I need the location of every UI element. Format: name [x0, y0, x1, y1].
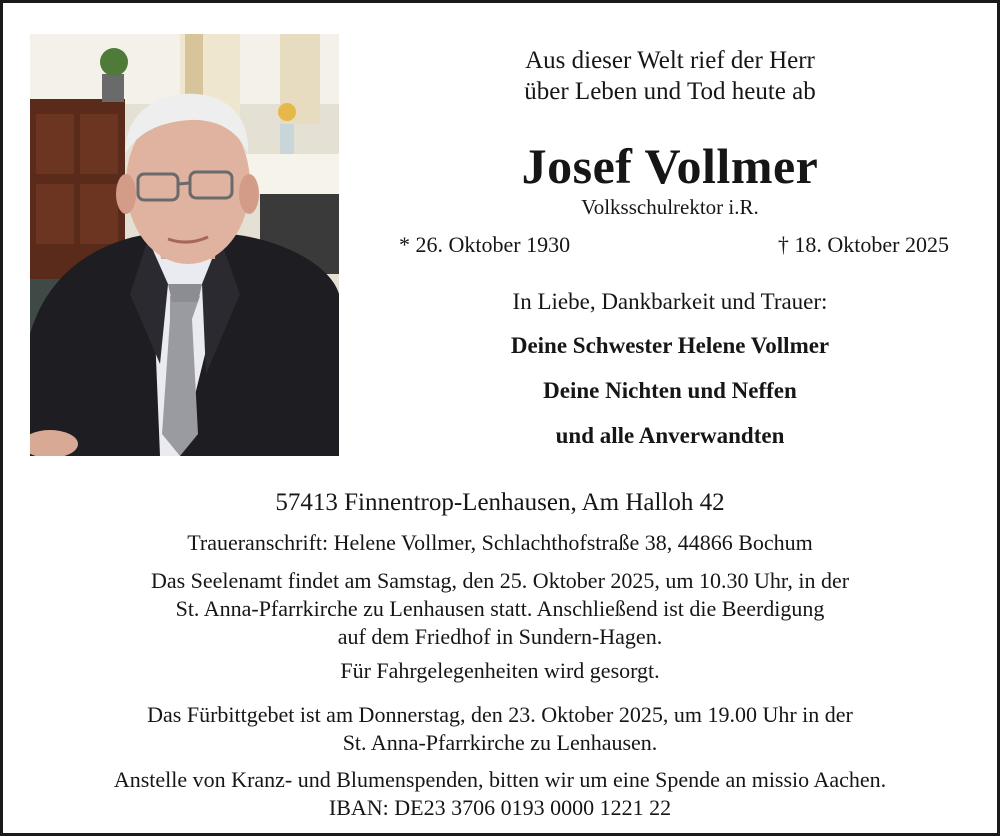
mourning-address: Traueranschrift: Helene Vollmer, Schlachthofstraße 38, 44866 Bochum — [187, 530, 813, 555]
requiem-line-1: Das Seelenamt findet am Samstag, den 25. Oktober 2025, um 10.30 Uhr, in der — [150, 568, 850, 593]
requiem-line-2: St. Anna-Pfarrkirche zu Lenhausen statt. Anschließend ist die Beerdigung — [175, 596, 825, 621]
donation-iban: IBAN: DE23 3706 0193 0000 1221 22 — [328, 795, 672, 820]
portrait-illustration — [30, 34, 339, 456]
death-date: † 18. Oktober 2025 — [777, 232, 949, 257]
transport-note: Für Fahrgelegenheiten wird gesorgt. — [340, 658, 660, 683]
prayer-line-1: Das Fürbittgebet ist am Donnerstag, den 23. Oktober 2025, um 19.00 Uhr in der — [147, 702, 853, 727]
mourner-relatives: und alle Anverwandten — [555, 423, 785, 448]
donation-line-1: Anstelle von Kranz- und Blumenspenden, bitten wir um eine Spende an missio Aachen. — [113, 767, 887, 792]
deceased-title: Volksschulrektor i.R. — [581, 195, 759, 219]
donation-info — [23, 766, 977, 822]
deceased-name: Josef Vollmer — [521, 138, 819, 194]
portrait-photo — [30, 34, 339, 456]
mourners-heading: In Liebe, Dankbarkeit und Trauer: — [512, 289, 828, 314]
prayer-info — [23, 701, 977, 757]
birth-date: * 26. Oktober 1930 — [399, 232, 571, 257]
mourner-sister: Deine Schwester Helene Vollmer — [510, 333, 830, 358]
intro-line-1: Aus dieser Welt rief der Herr — [525, 47, 815, 74]
home-address: 57413 Finnentrop-Lenhausen, Am Halloh 42 — [275, 489, 725, 516]
requiem-line-3: auf dem Friedhof in Sundern-Hagen. — [337, 624, 663, 649]
intro-verse — [373, 45, 967, 107]
mourner-nieces-nephews: Deine Nichten und Neffen — [543, 378, 797, 403]
intro-line-2: über Leben und Tod heute ab — [524, 78, 816, 105]
requiem-info — [23, 567, 977, 651]
prayer-line-2: St. Anna-Pfarrkirche zu Lenhausen. — [342, 730, 658, 755]
